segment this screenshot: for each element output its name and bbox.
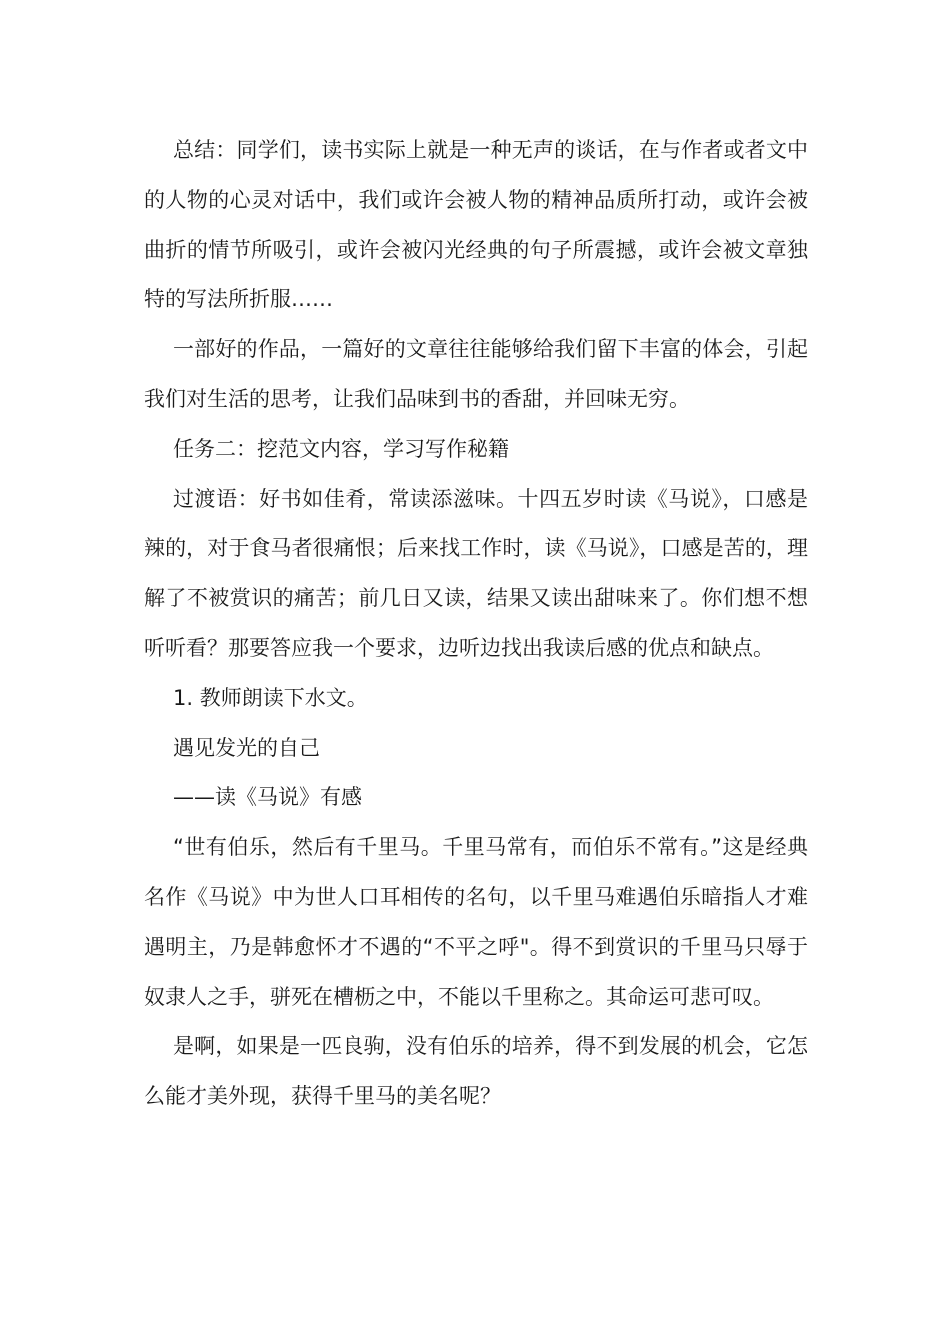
essay-paragraph: 是啊，如果是一匹良驹，没有伯乐的培养，得不到发展的机会，它怎么能才美外现，获得千里马的美名呢？	[144, 1034, 808, 1109]
step-one-item: 1. 教师朗读下水文。	[173, 685, 368, 710]
good-work-paragraph: 一部好的作品，一篇好的文章往往能够给我们留下丰富的体会，引起我们对生活的思考，让我们品味到书的香甜，并回味无穷。	[144, 337, 808, 411]
essay-title: 遇见发光的自己	[173, 735, 320, 760]
task-two-heading: 任务二：挖范文内容，学习写作秘籍	[173, 436, 509, 461]
transition-paragraph: 过渡语：好书如佳肴，常读添滋味。十四五岁时读《马说》，口感是辣的，对于食马者很痛恨；后来找工作时，读《马说》，口感是苦的，理解了不被赏识的痛苦；前几日又读，结果又读出甜味来了。你们想不想听听看？那要答应我一个要求，边听边找出我读后感的优点和缺点。	[144, 486, 808, 660]
summary-paragraph: 总结：同学们，读书实际上就是一种无声的谈话，在与作者或者文中的人物的心灵对话中，我们或许会被人物的精神品质所打动，或许会被曲折的情节所吸引，或许会被闪光经典的句子所震撼，或许会被文章独特的写法所折服……	[144, 138, 808, 312]
essay-subtitle: ——读《马说》有感	[173, 785, 362, 810]
essay-paragraph: “世有伯乐，然后有千里马。千里马常有，而伯乐不常有。”这是经典名作《马说》中为世人口耳相传的名句，以千里马难遇伯乐暗指人才难遇明主，乃是韩愈怀才不遇的“不平之呼"。得不到赏识的千里马只辱于奴隶人之手，骈死在槽枥之中，不能以千里称之。其命运可悲可叹。	[144, 835, 808, 1009]
document-body	[144, 126, 808, 1122]
